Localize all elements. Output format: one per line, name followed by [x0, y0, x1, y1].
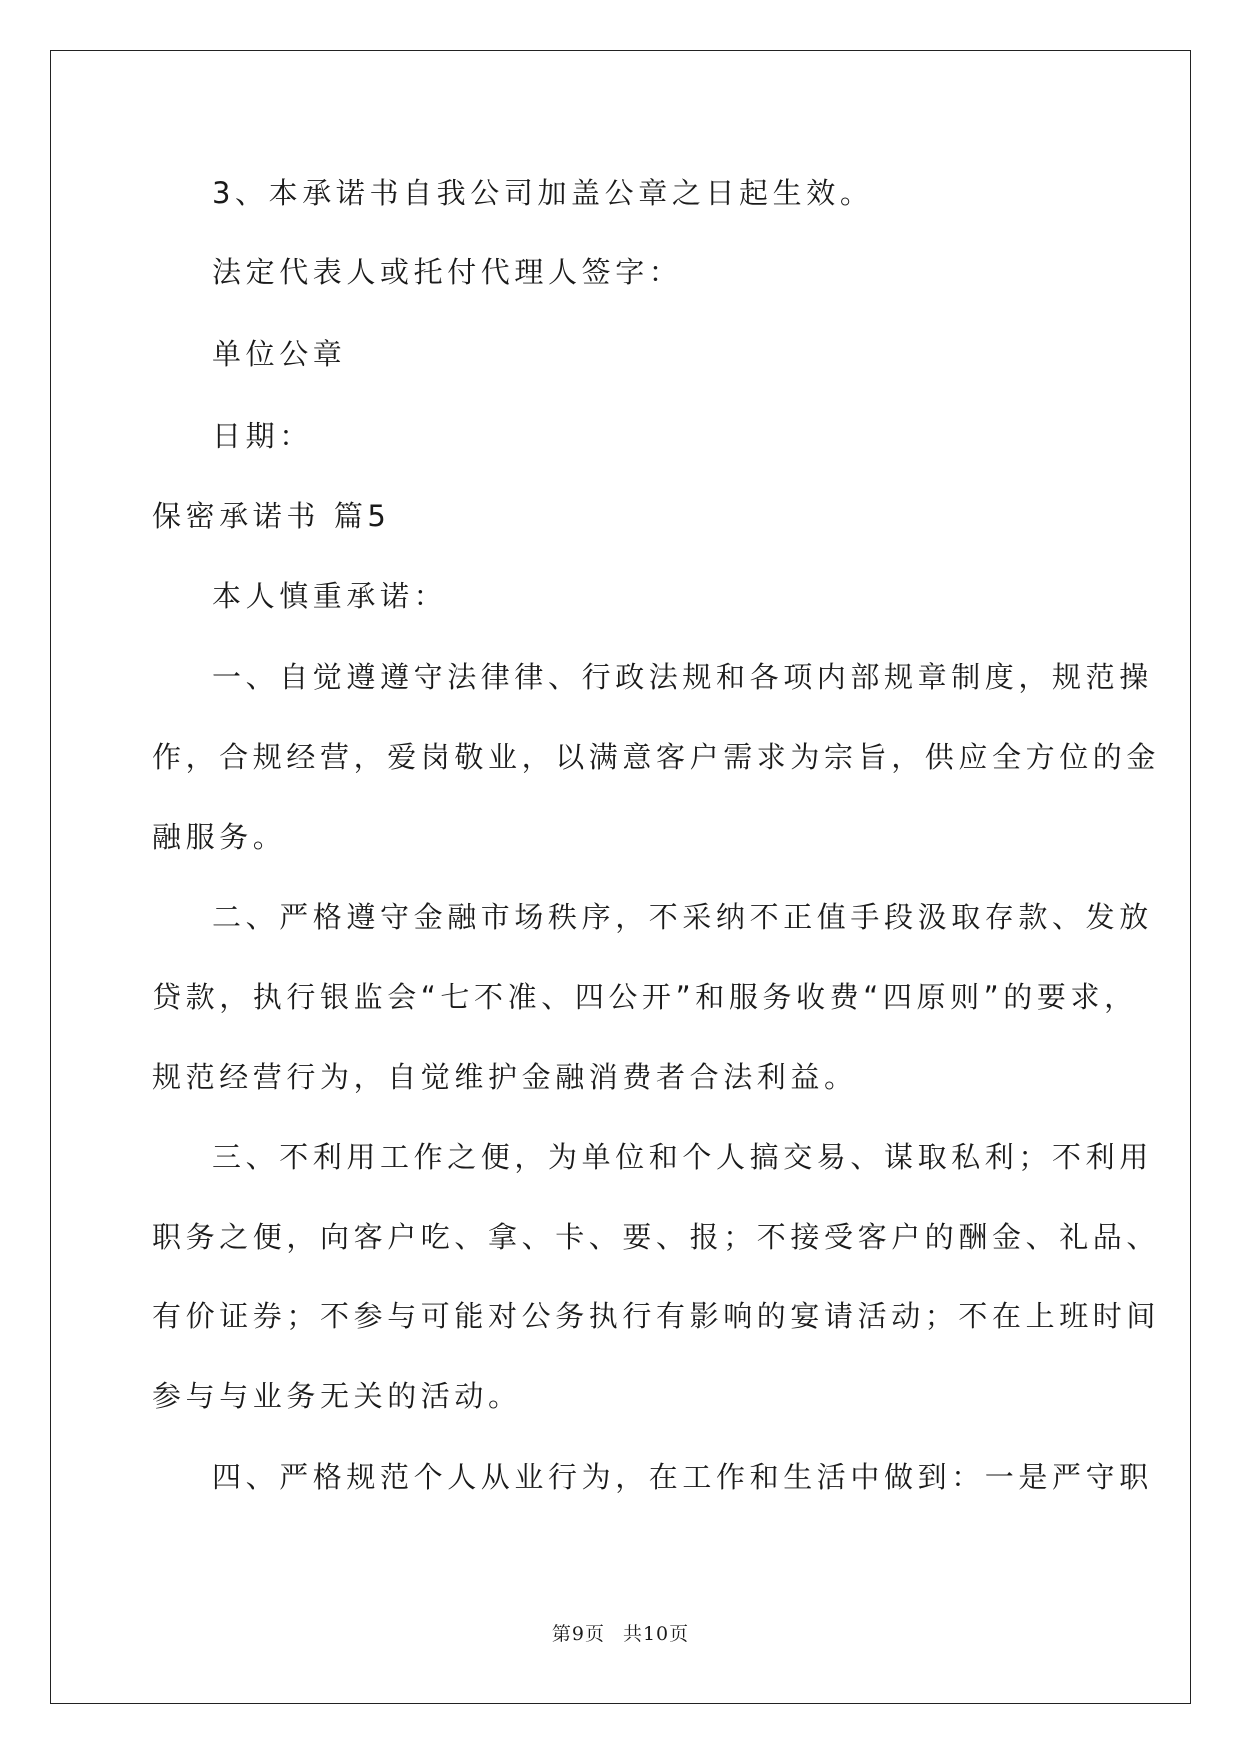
paragraph-line: 规范经营行为，自觉维护金融消费者合法利益。	[152, 1060, 858, 1094]
date-label: 日期：	[212, 419, 313, 453]
section-heading: 保密承诺书 篇5	[152, 499, 391, 533]
paragraph-line: 参与与业务无关的活动。	[152, 1379, 522, 1413]
page-border	[50, 50, 1191, 1704]
company-seal-label: 单位公章	[212, 337, 347, 371]
paragraph-line: 融服务。	[152, 820, 287, 854]
signature-label: 法定代表人或托付代理人签字：	[212, 255, 683, 289]
paragraph-line: 四、严格规范个人从业行为，在工作和生活中做到：一是严守职	[212, 1460, 1153, 1494]
paragraph-line: 贷款，执行银监会“七不准、四公开”和服务收费“四原则”的要求，	[152, 980, 1138, 1014]
paragraph-line: 作，合规经营，爱岗敬业，以满意客户需求为宗旨，供应全方位的金	[152, 740, 1161, 774]
commitment-intro: 本人慎重承诺：	[212, 579, 448, 613]
paragraph-line: 三、不利用工作之便，为单位和个人搞交易、谋取私利；不利用	[212, 1140, 1153, 1174]
paragraph-line: 一、自觉遵遵守法律律、行政法规和各项内部规章制度，规范操	[212, 660, 1153, 694]
paragraph-line: 有价证券；不参与可能对公务执行有影响的宴请活动；不在上班时间	[152, 1299, 1161, 1333]
page-footer	[0, 1619, 1241, 1646]
page-number: 第9页	[551, 1623, 605, 1645]
clause-effective-date: 3、本承诺书自我公司加盖公章之日起生效。	[212, 176, 874, 210]
paragraph-line: 二、严格遵守金融市场秩序，不采纳不正值手段汲取存款、发放	[212, 900, 1153, 934]
page-total: 共10页	[622, 1623, 690, 1645]
paragraph-line: 职务之便，向客户吃、拿、卡、要、报；不接受客户的酬金、礼品、	[152, 1220, 1161, 1254]
